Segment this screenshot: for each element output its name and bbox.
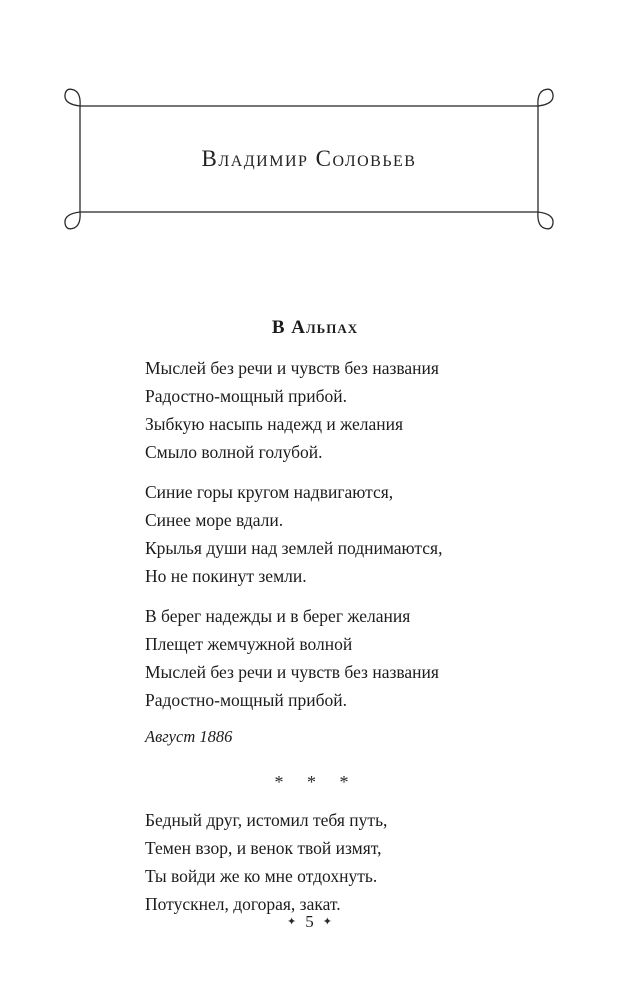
poem-line: Синие горы кругом надвигаются,	[145, 482, 394, 502]
poem-line: Потускнел, догорая, закат.	[145, 894, 341, 914]
diamond-icon: ✦	[287, 914, 297, 928]
diamond-icon: ✦	[322, 914, 332, 928]
poem-line: В берег надежды и в берег желания	[145, 606, 411, 626]
stanza-3	[145, 602, 490, 714]
poem-line: Синее море вдали.	[145, 510, 284, 530]
poem-2	[145, 806, 490, 918]
poem-line: Ты войди же ко мне отдохнуть.	[145, 866, 378, 886]
poem-line: Темен взор, и венок твой измят,	[145, 838, 382, 858]
author-frame	[62, 88, 556, 230]
author-name: Владимир Соловьев	[201, 146, 417, 171]
poem-line: Мыслей без речи и чувств без названия	[145, 358, 439, 378]
poems-column	[145, 316, 490, 930]
poem-line: Радостно-мощный прибой.	[145, 386, 347, 406]
poem-line: Радостно-мощный прибой.	[145, 690, 347, 710]
page-footer	[0, 912, 619, 932]
stanza-2	[145, 478, 490, 590]
poem-title: В Альпах	[271, 317, 359, 338]
poem-line: Крылья души над землей поднимаются,	[145, 538, 443, 558]
poem-line: Мыслей без речи и чувств без названия	[145, 662, 439, 682]
poem-line: Бедный друг, истомил тебя путь,	[145, 810, 388, 830]
poem-line: Плещет жемчужной волной	[145, 634, 353, 654]
stanza-separator: * * *	[274, 772, 356, 792]
poem-date: Август 1886	[145, 727, 233, 746]
poem-line: Смыло волной голубой.	[145, 442, 323, 462]
poem-line: Но не покинут земли.	[145, 566, 307, 586]
stanza-1	[145, 354, 490, 466]
page-number: 5	[305, 912, 314, 931]
poem-line: Зыбкую насыпь надежд и желания	[145, 414, 404, 434]
